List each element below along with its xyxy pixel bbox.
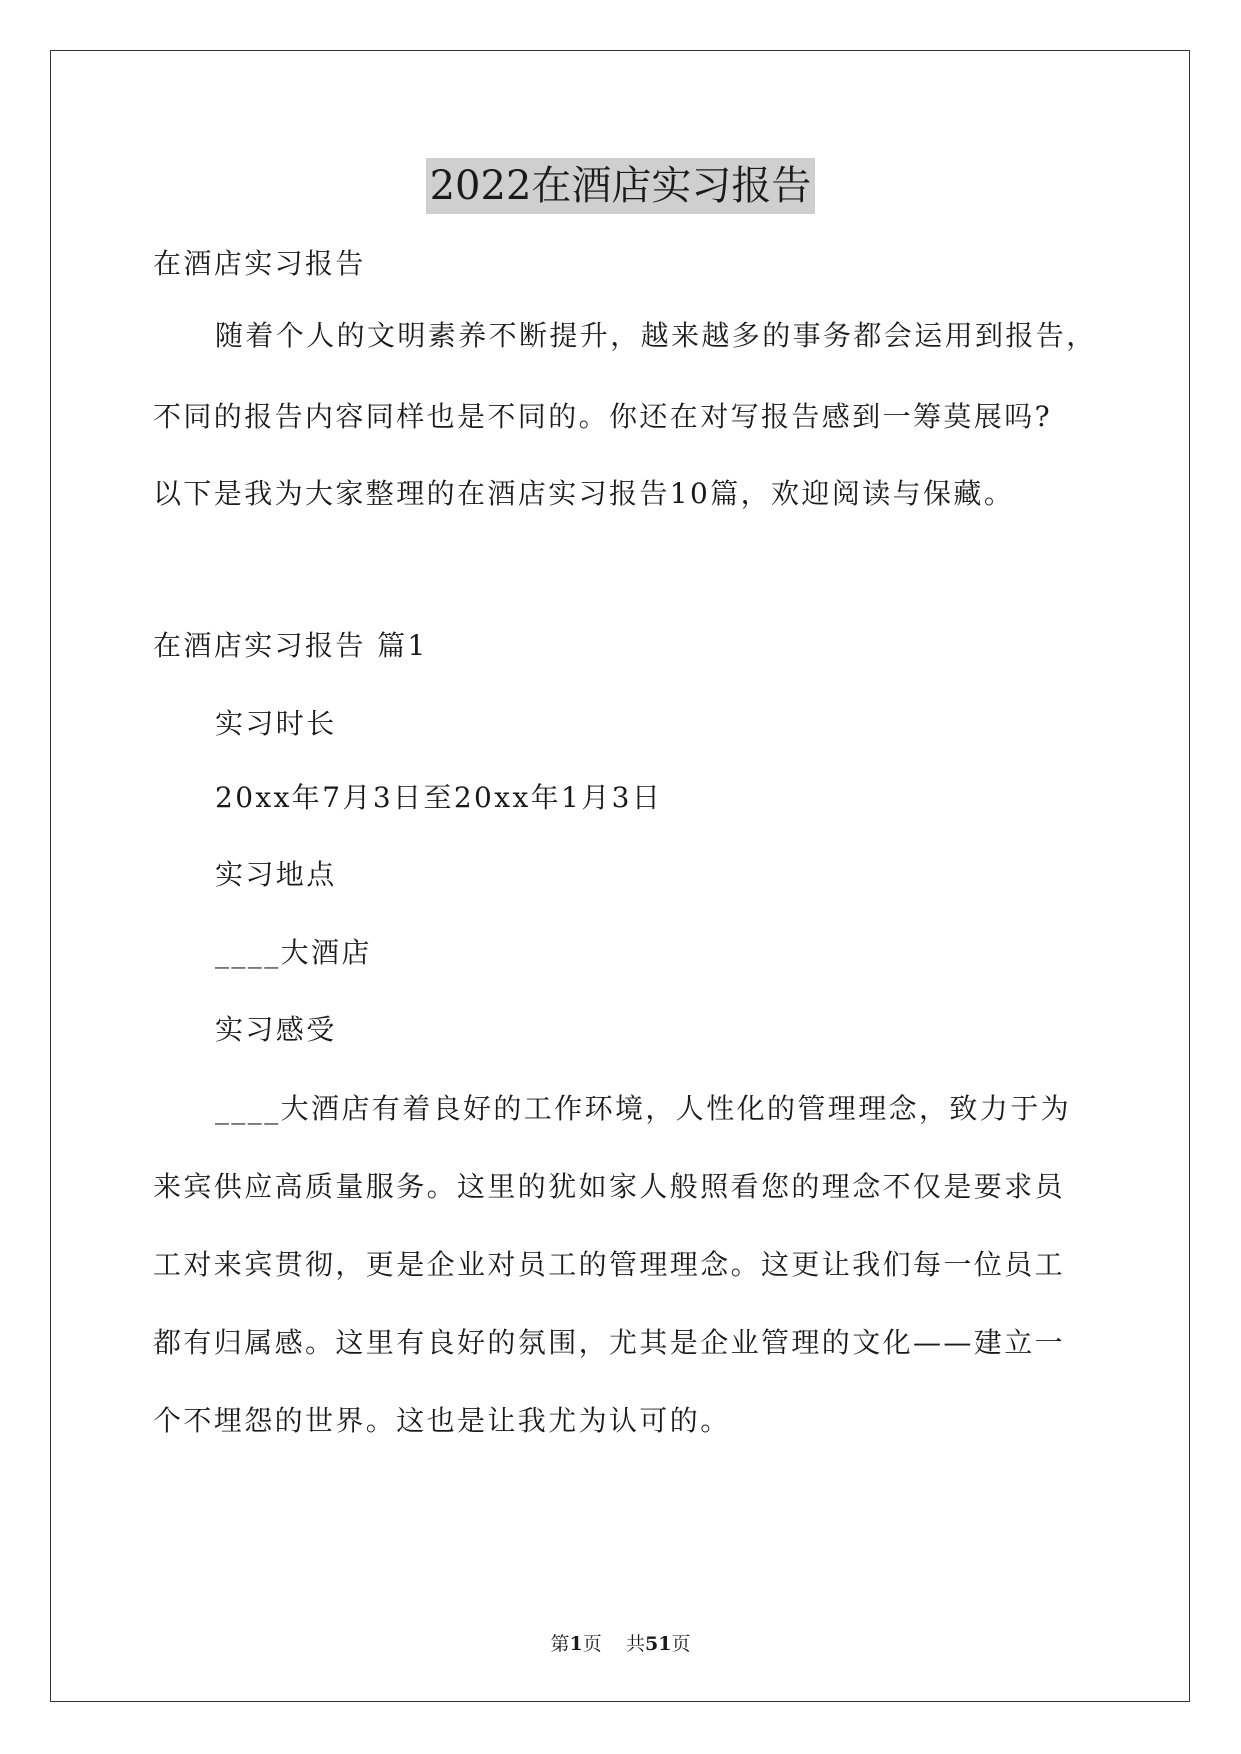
field-label: 实习感受	[215, 1013, 337, 1046]
paragraph-line: 来宾供应高质量服务。这里的犹如家人般照看您的理念不仅是要求员	[153, 1170, 1066, 1203]
page-number: 1	[569, 1633, 583, 1655]
paragraph-line: ____大酒店有着良好的工作环境，人性化的管理理念，致力于为	[215, 1092, 1072, 1125]
paragraph-line: 都有归属感。这里有良好的氛围，尤其是企业管理的文化——建立一	[153, 1326, 1066, 1359]
field-label: 实习地点	[215, 858, 337, 891]
field-value: ____大酒店	[215, 936, 372, 969]
intro-heading: 在酒店实习报告	[153, 247, 366, 280]
field-value: 20xx年7月3日至20xx年1月3日	[215, 781, 663, 814]
section-heading: 在酒店实习报告 篇1	[153, 629, 428, 662]
paragraph-line: 个不埋怨的世界。这也是让我尤为认可的。	[153, 1404, 731, 1437]
document-title: 2022在酒店实习报告	[426, 158, 816, 214]
title-container	[0, 158, 1241, 214]
page-prefix: 第	[550, 1633, 570, 1655]
page-suffix: 页	[582, 1633, 602, 1655]
page-footer	[0, 1632, 1241, 1656]
total-pages: 51	[644, 1633, 672, 1655]
paragraph-line: 随着个人的文明素养不断提升，越来越多的事务都会运用到报告，	[215, 319, 1097, 352]
paragraph-line: 以下是我为大家整理的在酒店实习报告10篇，欢迎阅读与保藏。	[153, 477, 1015, 510]
field-label: 实习时长	[215, 707, 337, 740]
paragraph-line: 不同的报告内容同样也是不同的。你还在对写报告感到一筹莫展吗?	[153, 400, 1053, 433]
total-suffix: 页	[671, 1633, 691, 1655]
total-prefix: 共	[625, 1633, 645, 1655]
paragraph-line: 工对来宾贯彻，更是企业对员工的管理理念。这更让我们每一位员工	[153, 1248, 1066, 1281]
